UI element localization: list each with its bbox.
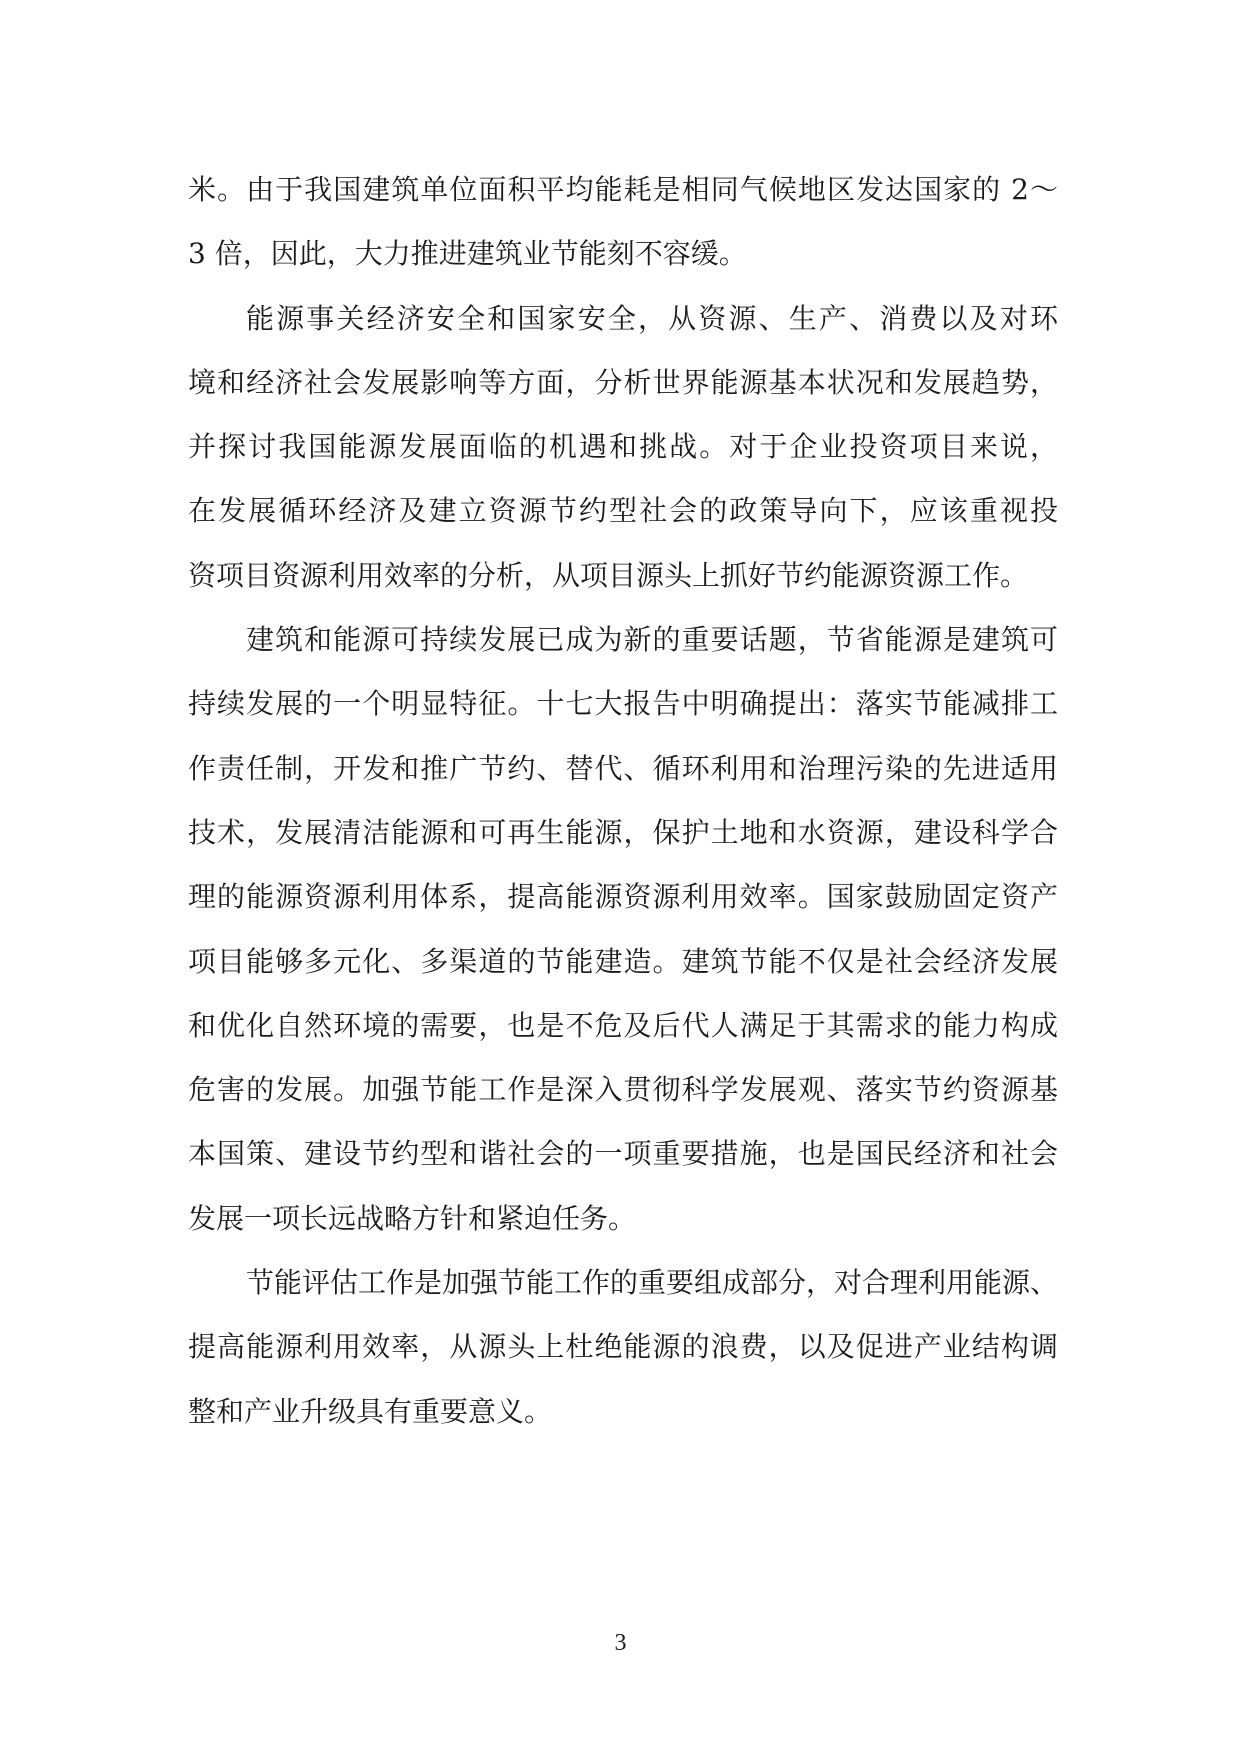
text-line: 理的能源资源利用体系，提高能源资源利用效率。国家鼓励固定资产 (188, 880, 1058, 914)
text-line: 整和产业升级具有重要意义。 (188, 1394, 553, 1428)
text-line: 本国策、建设节约型和谐社会的一项重要措施，也是国民经济和社会 (188, 1137, 1058, 1171)
body-text (188, 158, 1058, 1444)
paragraph (188, 158, 1058, 287)
text-line: 技术，发展清洁能源和可再生能源，保护土地和水资源，建设科学合 (188, 815, 1058, 849)
text-line: 发展一项长远战略方针和紧迫任务。 (188, 1201, 637, 1235)
text-line: 并探讨我国能源发展面临的机遇和挑战。对于企业投资项目来说， (188, 430, 1058, 464)
text-line: 项目能够多元化、多渠道的节能建造。建筑节能不仅是社会经济发展 (188, 944, 1058, 978)
text-line: 作责任制，开发和推广节约、替代、循环利用和治理污染的先进适用 (188, 751, 1058, 785)
text-line: 能源事关经济安全和国家安全，从资源、生产、消费以及对环 (246, 301, 1058, 335)
text-line: 建筑和能源可持续发展已成为新的重要话题，节省能源是建筑可 (246, 623, 1058, 657)
text-line: 资项目资源利用效率的分析，从项目源头上抓好节约能源资源工作。 (188, 558, 1029, 592)
page-number: 3 (614, 1630, 627, 1656)
text-line: 3 倍，因此，大力推进建筑业节能刻不容缓。 (188, 237, 747, 271)
text-line: 在发展循环经济及建立资源节约型社会的政策导向下，应该重视投 (188, 494, 1058, 528)
text-line: 持续发展的一个明显特征。十七大报告中明确提出：落实节能减排工 (188, 687, 1058, 721)
text-line: 危害的发展。加强节能工作是深入贯彻科学发展观、落实节约资源基 (188, 1073, 1058, 1107)
text-line: 境和经济社会发展影响等方面，分析世界能源基本状况和发展趋势， (188, 365, 1058, 399)
text-line: 节能评估工作是加强节能工作的重要组成部分，对合理利用能源、 (246, 1266, 1059, 1300)
paragraph (188, 608, 1058, 1251)
paragraph (188, 287, 1058, 608)
text-line: 米。由于我国建筑单位面积平均能耗是相同气候地区发达国家的 2～ (188, 173, 1058, 206)
text-line: 提高能源利用效率，从源头上杜绝能源的浪费，以及促进产业结构调 (188, 1330, 1058, 1364)
text-line: 和优化自然环境的需要，也是不危及后代人满足于其需求的能力构成 (188, 1008, 1058, 1042)
paragraph (188, 1251, 1058, 1444)
